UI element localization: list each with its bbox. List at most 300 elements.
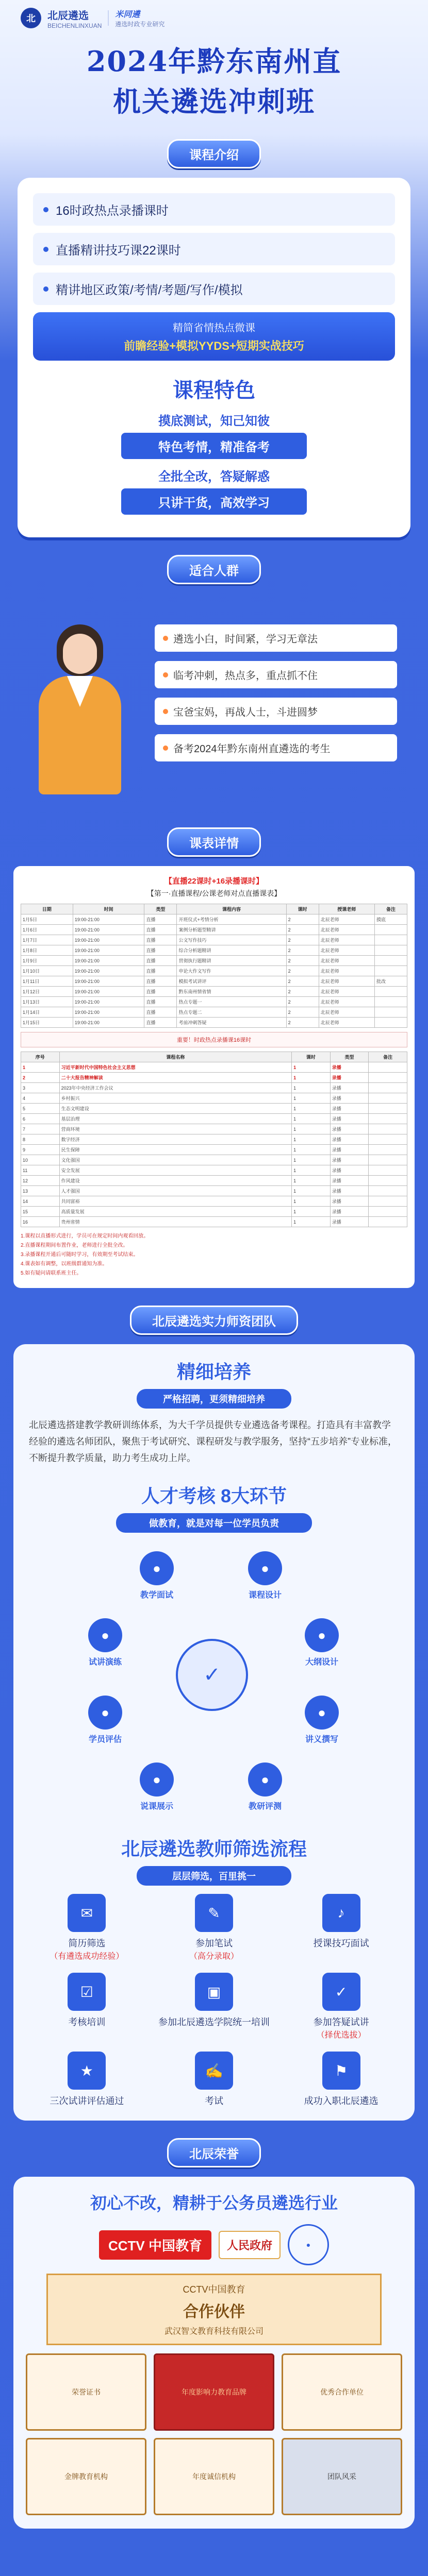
list-item: 遴选小白，时间紧，学习无章法	[155, 624, 397, 652]
table-cell: 案例分析题型精讲	[177, 925, 286, 935]
table-header: 类型	[144, 904, 177, 914]
step-note: （高分录取）	[189, 1952, 239, 1961]
wheel-node: ● 学员评估	[80, 1696, 130, 1744]
table-row	[21, 1186, 407, 1196]
selection-flow	[29, 1894, 399, 2107]
table-cell: 1月13日	[21, 997, 73, 1007]
step-label: 参加答疑试讲	[313, 2017, 369, 2027]
table-cell: 1月10日	[21, 966, 73, 976]
table-cell: 北辰老师	[319, 997, 374, 1007]
step-icon: ✍	[195, 2052, 233, 2090]
flow-step	[156, 1973, 272, 2040]
table-row	[21, 997, 407, 1007]
table-cell: 16	[21, 1217, 60, 1227]
certificates	[26, 2353, 402, 2515]
partner-logos	[26, 2224, 402, 2265]
table-cell: 5	[21, 1104, 60, 1114]
table-header: 类型	[330, 1052, 369, 1062]
table-cell: 录播	[330, 1093, 369, 1104]
partner-logo: 人民政府	[219, 2231, 281, 2259]
wheel-node: ● 教研评测	[240, 1762, 290, 1811]
table-cell: 营商环境	[59, 1124, 292, 1134]
honor-title: 初心不改，精耕于公务员遴选行业	[90, 2194, 338, 2212]
table-row	[21, 1165, 407, 1176]
table-cell: 1	[292, 1062, 331, 1073]
table-cell: 习近平新时代中国特色社会主义思想	[59, 1062, 292, 1073]
schedule-notes	[21, 1232, 407, 1278]
table-cell: 1	[292, 1083, 331, 1093]
table-cell: 北辰老师	[319, 1018, 374, 1028]
table-cell: 1	[292, 1165, 331, 1176]
step-icon: ▣	[195, 1973, 233, 2011]
step-icon: ☑	[68, 1973, 106, 2011]
table-cell	[374, 1007, 407, 1018]
feature-line: 特色考情，精准备考	[121, 433, 307, 459]
table-cell	[369, 1124, 407, 1134]
table-cell	[374, 925, 407, 935]
cctv-logo: CCTV 中国教育	[99, 2230, 211, 2260]
table-cell	[369, 1093, 407, 1104]
table-cell: 乡村振兴	[59, 1093, 292, 1104]
table-header: 课时	[292, 1052, 331, 1062]
intro-heading: 课程介绍	[0, 139, 428, 168]
table-header: 课程内容	[177, 904, 286, 914]
table-cell: 录播	[330, 1062, 369, 1073]
table-cell: 2	[286, 956, 319, 966]
table-cell: 19:00-21:00	[73, 976, 144, 987]
team-body: 北辰遴选搭建教学教研训练体系，为大千学员提供专业遴选备考课程。打造具有丰富教学经验的遴选名师团队，聚焦于考试研究、课程研发与教学服务，坚持“五步培养”专业标准，不断提升教学质量，助力考生成功上岸。	[29, 1420, 397, 1463]
table-cell: 综合分析题精讲	[177, 945, 286, 956]
bullet-icon	[43, 247, 48, 252]
table-header: 备注	[369, 1052, 407, 1062]
flow-step	[283, 1973, 399, 2040]
table-cell	[369, 1176, 407, 1186]
step-label: 考试	[204, 2096, 223, 2106]
features-title: 课程特色	[173, 379, 255, 402]
suitable-section	[0, 594, 428, 810]
brand-name: 北辰遴选	[47, 10, 89, 22]
table-cell: 1月11日	[21, 976, 73, 987]
note-line: 2.直播课程期间布置作业，老师进行全批全改。	[21, 1243, 128, 1248]
wheel-pill: 做教育，就是对每一位学员负责	[116, 1513, 312, 1533]
logo-icon: 北	[21, 8, 41, 28]
table-cell: 3	[21, 1083, 60, 1093]
banner-line2: 前瞻经验+模拟YYDS+短期实战技巧	[124, 340, 304, 352]
team-pill: 严格招聘，更须精细培养	[137, 1389, 291, 1409]
table-cell: 19:00-21:00	[73, 1007, 144, 1018]
table-row	[21, 987, 407, 997]
table-cell	[374, 987, 407, 997]
table-cell: 申论大作文写作	[177, 966, 286, 976]
step-label: 授课技巧面试	[313, 1938, 369, 1948]
table-cell: 北辰老师	[319, 966, 374, 976]
table-cell: 1	[292, 1207, 331, 1217]
table-cell: 录播	[330, 1083, 369, 1093]
table-cell: 直播	[144, 966, 177, 976]
table-cell: 1	[292, 1145, 331, 1155]
table-cell	[369, 1186, 407, 1196]
table-cell: 二十大报告精神解读	[59, 1073, 292, 1083]
flow-step	[156, 2052, 272, 2107]
certificate: 荣誉证书	[26, 2353, 146, 2431]
table-cell	[374, 997, 407, 1007]
table-cell: 数字经济	[59, 1134, 292, 1145]
table-row	[21, 1145, 407, 1155]
table-row	[21, 1073, 407, 1083]
table-cell: 2	[286, 914, 319, 925]
table-cell: 直播	[144, 925, 177, 935]
certificate: 团队风采	[282, 2438, 402, 2515]
note-line: 4.课表如有调整，以班级群通知为准。	[21, 1261, 108, 1267]
table-cell: 直播	[144, 987, 177, 997]
assessment-wheel	[29, 1541, 399, 1829]
table-cell: 1月15日	[21, 1018, 73, 1028]
table-cell: 10	[21, 1155, 60, 1165]
honor-heading: 北辰荣誉	[0, 2138, 428, 2167]
note-line: 3.录播课程开通后可随时学习，有效期至考试结束。	[21, 1252, 139, 1258]
table-cell	[374, 1018, 407, 1028]
step-icon: ✉	[68, 1894, 106, 1932]
table-cell: 2	[286, 976, 319, 987]
table-cell	[369, 1073, 407, 1083]
table-cell: 1	[292, 1176, 331, 1186]
table-cell: 19:00-21:00	[73, 925, 144, 935]
table-cell: 1	[292, 1196, 331, 1207]
intro-item: 16时政热点录播课时	[33, 193, 395, 226]
table-header: 授课老师	[319, 904, 374, 914]
table-cell: 19:00-21:00	[73, 914, 144, 925]
table-cell: 直播	[144, 935, 177, 945]
recorded-schedule-table	[21, 1052, 407, 1227]
table-cell: 9	[21, 1145, 60, 1155]
table-cell: 1	[292, 1134, 331, 1145]
table-cell: 2	[286, 966, 319, 976]
table-cell: 贵州省情	[59, 1217, 292, 1227]
table-cell: 北辰老师	[319, 914, 374, 925]
table-cell	[369, 1207, 407, 1217]
table-header: 序号	[21, 1052, 60, 1062]
schedule-subtitle: 【第一·直播课程/公课老师对点直播课表】	[146, 889, 282, 897]
plaque-line1: CCTV中国教育	[183, 2284, 245, 2295]
wheel-node: ● 大纲设计	[297, 1618, 347, 1667]
table-cell: 13	[21, 1186, 60, 1196]
table-cell: 高质量发展	[59, 1207, 292, 1217]
table-row	[21, 966, 407, 976]
table-cell: 录播	[330, 1155, 369, 1165]
table-cell: 安全发展	[59, 1165, 292, 1176]
certificate: 年度诚信机构	[154, 2438, 274, 2515]
table-cell: 录播	[330, 1165, 369, 1176]
table-header: 时间	[73, 904, 144, 914]
step-label: 成功入职北辰遴选	[304, 2096, 378, 2106]
table-cell: 热点专题一	[177, 997, 286, 1007]
suitable-heading: 适合人群	[0, 555, 428, 584]
table-cell: 录播	[330, 1186, 369, 1196]
table-row	[21, 1176, 407, 1186]
table-cell	[369, 1165, 407, 1176]
table-cell: 考前冲刺答疑	[177, 1018, 286, 1028]
schedule-title: 【直播22课时+16录播课时】	[164, 877, 264, 886]
table-cell: 7	[21, 1124, 60, 1134]
table-cell	[369, 1062, 407, 1073]
feature-line: 只讲干货，高效学习	[121, 488, 307, 515]
recorded-notice: 重要！时政热点录播课16课时	[21, 1032, 407, 1047]
table-cell: 共同富裕	[59, 1196, 292, 1207]
table-cell: 19:00-21:00	[73, 956, 144, 966]
table-row	[21, 1083, 407, 1093]
table-row	[21, 1134, 407, 1145]
table-cell: 1	[21, 1062, 60, 1073]
honor-card	[13, 2177, 415, 2529]
table-cell: 12	[21, 1176, 60, 1186]
table-cell: 北辰老师	[319, 925, 374, 935]
brand-divider	[108, 10, 109, 26]
wheel-node: ● 课程设计	[240, 1551, 290, 1600]
table-cell: 19:00-21:00	[73, 935, 144, 945]
table-row	[21, 935, 407, 945]
flow-pill: 层层筛选，百里挑一	[137, 1866, 291, 1886]
list-item: 备考2024年黔东南州直遴选的考生	[155, 734, 397, 761]
table-cell: 2	[286, 987, 319, 997]
table-cell: 北辰老师	[319, 945, 374, 956]
table-cell: 人才强国	[59, 1186, 292, 1196]
table-cell: 基层治理	[59, 1114, 292, 1124]
table-cell: 15	[21, 1207, 60, 1217]
table-cell: 19:00-21:00	[73, 997, 144, 1007]
table-cell: 2	[286, 925, 319, 935]
table-cell	[369, 1104, 407, 1114]
hero-title	[0, 36, 428, 122]
intro-item: 直播精讲技巧课22课时	[33, 233, 395, 265]
table-cell: 直播	[144, 976, 177, 987]
team-heading: 北辰遴选实力师资团队	[0, 1306, 428, 1335]
wheel-node: ● 教学面试	[132, 1551, 182, 1600]
table-cell: 8	[21, 1134, 60, 1145]
table-header: 日期	[21, 904, 73, 914]
wheel-center-icon: ✓	[176, 1639, 248, 1711]
wheel-node: ● 说课展示	[132, 1762, 182, 1811]
table-cell: 开班仪式+考情分析	[177, 914, 286, 925]
table-cell: 直播	[144, 945, 177, 956]
step-label: 三次试讲评估通过	[50, 2096, 124, 2106]
flow-title: 北辰遴选教师筛选流程	[121, 1838, 307, 1859]
table-cell: 录播	[330, 1073, 369, 1083]
plaque-line2: 合作伙伴	[183, 2303, 245, 2320]
step-note: （有遴选成功经验）	[50, 1952, 124, 1961]
wheel-title: 人才考核 8大环节	[141, 1485, 287, 1506]
table-cell	[369, 1114, 407, 1124]
table-cell: 1月14日	[21, 1007, 73, 1018]
table-cell: 14	[21, 1196, 60, 1207]
table-cell: 2023年中央经济工作会议	[59, 1083, 292, 1093]
table-row	[21, 956, 407, 966]
table-cell: 1月9日	[21, 956, 73, 966]
table-cell: 11	[21, 1165, 60, 1176]
flow-step	[283, 2052, 399, 2107]
step-icon: ⚑	[322, 2052, 360, 2090]
table-row	[21, 1217, 407, 1227]
table-cell: 2	[21, 1073, 60, 1083]
table-cell: 1月8日	[21, 945, 73, 956]
certificate: 年度影响力教育品牌	[154, 2353, 274, 2431]
certificate: 优秀合作单位	[282, 2353, 402, 2431]
step-icon: ♪	[322, 1894, 360, 1932]
table-cell: 生态文明建设	[59, 1104, 292, 1114]
table-row	[21, 1124, 407, 1134]
table-cell: 录播	[330, 1104, 369, 1114]
table-cell: 北辰老师	[319, 1007, 374, 1018]
table-row	[21, 1018, 407, 1028]
seal-icon: ●	[288, 2224, 329, 2265]
step-icon: ★	[68, 2052, 106, 2090]
table-cell: 北辰老师	[319, 935, 374, 945]
table-cell: 1	[292, 1217, 331, 1227]
wheel-node: ● 试讲演练	[80, 1618, 130, 1667]
step-icon: ✓	[322, 1973, 360, 2011]
table-row	[21, 1207, 407, 1217]
product-tagline: 遴选时政专业研究	[115, 21, 165, 28]
table-cell: 1	[292, 1073, 331, 1083]
flow-step	[29, 1973, 145, 2040]
table-row	[21, 945, 407, 956]
table-cell: 贯彻执行题精讲	[177, 956, 286, 966]
table-cell: 直播	[144, 997, 177, 1007]
table-cell	[369, 1083, 407, 1093]
wheel-node: ● 讲义撰写	[297, 1696, 347, 1744]
step-label: 参加笔试	[195, 1938, 233, 1948]
table-cell: 1	[292, 1186, 331, 1196]
brand-bar	[0, 0, 428, 36]
table-cell: 北辰老师	[319, 956, 374, 966]
table-cell: 6	[21, 1114, 60, 1124]
step-label: 考核培训	[68, 2017, 106, 2027]
bullet-icon	[43, 286, 48, 292]
table-cell: 作风建设	[59, 1176, 292, 1186]
table-cell: 直播	[144, 1018, 177, 1028]
table-cell: 19:00-21:00	[73, 966, 144, 976]
table-cell: 录播	[330, 1217, 369, 1227]
table-cell: 1月6日	[21, 925, 73, 935]
hero-title-line1: 2024年黔东南州直	[86, 45, 342, 78]
table-cell: 2	[286, 945, 319, 956]
feature-line: 全批全改，答疑解惑	[158, 470, 270, 484]
note-line: 1.课程以直播形式进行，学员可在规定时间内观看回放。	[21, 1233, 149, 1239]
table-cell: 1	[292, 1155, 331, 1165]
feature-line: 摸底测试，知己知彼	[158, 414, 270, 428]
table-cell: 北辰老师	[319, 976, 374, 987]
table-header: 备注	[374, 904, 407, 914]
table-cell: 录播	[330, 1207, 369, 1217]
bullet-icon	[43, 207, 48, 212]
table-cell	[369, 1134, 407, 1145]
table-cell: 1月7日	[21, 935, 73, 945]
flow-step	[29, 2052, 145, 2107]
table-cell	[374, 935, 407, 945]
brand-sub: BEICHENLINXUAN	[47, 22, 102, 29]
table-cell: 录播	[330, 1114, 369, 1124]
table-row	[21, 1114, 407, 1124]
table-cell	[369, 1217, 407, 1227]
table-cell: 录播	[330, 1134, 369, 1145]
table-cell: 批改	[374, 976, 407, 987]
table-header: 课程名称	[59, 1052, 292, 1062]
certificate: 金牌教育机构	[26, 2438, 146, 2515]
feature-box	[121, 466, 307, 515]
cooperation-plaque	[46, 2274, 382, 2345]
table-cell: 录播	[330, 1124, 369, 1134]
step-icon: ✎	[195, 1894, 233, 1932]
table-cell: 民生保障	[59, 1145, 292, 1155]
table-row	[21, 1093, 407, 1104]
table-cell: 文化强国	[59, 1155, 292, 1165]
table-cell: 1月12日	[21, 987, 73, 997]
list-item: 临考冲刺，热点多，重点抓不住	[155, 661, 397, 688]
table-cell: 4	[21, 1093, 60, 1104]
table-cell	[369, 1196, 407, 1207]
table-cell	[374, 956, 407, 966]
table-cell: 北辰老师	[319, 987, 374, 997]
team-card	[13, 1344, 415, 2121]
table-cell: 1	[292, 1114, 331, 1124]
teacher-illustration	[21, 624, 139, 800]
banner-line1: 精简省情热点微课	[173, 323, 255, 334]
intro-banner	[33, 312, 395, 361]
team-subtitle: 精细培养	[176, 1361, 251, 1382]
table-cell: 录播	[330, 1196, 369, 1207]
table-cell: 直播	[144, 914, 177, 925]
table-cell: 模拟考试讲评	[177, 976, 286, 987]
table-cell: 19:00-21:00	[73, 945, 144, 956]
table-cell	[369, 1155, 407, 1165]
table-cell: 黔东南州情省情	[177, 987, 286, 997]
table-cell: 1月5日	[21, 914, 73, 925]
table-cell: 录播	[330, 1176, 369, 1186]
step-label: 参加北辰遴选学院统一培训	[158, 2017, 270, 2027]
schedule-card	[13, 866, 415, 1288]
table-cell	[369, 1145, 407, 1155]
table-cell: 直播	[144, 956, 177, 966]
table-row	[21, 1104, 407, 1114]
table-cell: 1	[292, 1093, 331, 1104]
intro-item: 精讲地区政策/考情/考题/写作/模拟	[33, 273, 395, 305]
product-name: 米同遴	[115, 10, 140, 19]
table-cell: 热点专题二	[177, 1007, 286, 1018]
live-schedule-table	[21, 904, 407, 1028]
schedule-heading: 课表详情	[0, 827, 428, 857]
table-cell: 录播	[330, 1145, 369, 1155]
table-cell: 2	[286, 997, 319, 1007]
table-row	[21, 1007, 407, 1018]
feature-box	[121, 411, 307, 459]
table-cell: 公文写作技巧	[177, 935, 286, 945]
plaque-line3: 武汉智文教育科技有限公司	[164, 2327, 264, 2336]
table-cell	[374, 945, 407, 956]
table-row	[21, 1062, 407, 1073]
flow-step	[156, 1894, 272, 1961]
flow-step	[283, 1894, 399, 1961]
table-row	[21, 914, 407, 925]
suitable-list	[155, 624, 397, 771]
table-cell	[374, 966, 407, 976]
table-cell: 直播	[144, 1007, 177, 1018]
list-item: 宝爸宝妈，再战人士，斗进圆梦	[155, 698, 397, 725]
note-line: 5.如有疑问请联系班主任。	[21, 1270, 82, 1276]
table-row	[21, 1196, 407, 1207]
flow-step	[29, 1894, 145, 1961]
step-note: （择优选拔）	[316, 2031, 366, 2040]
table-header: 课时	[286, 904, 319, 914]
table-cell: 2	[286, 1007, 319, 1018]
